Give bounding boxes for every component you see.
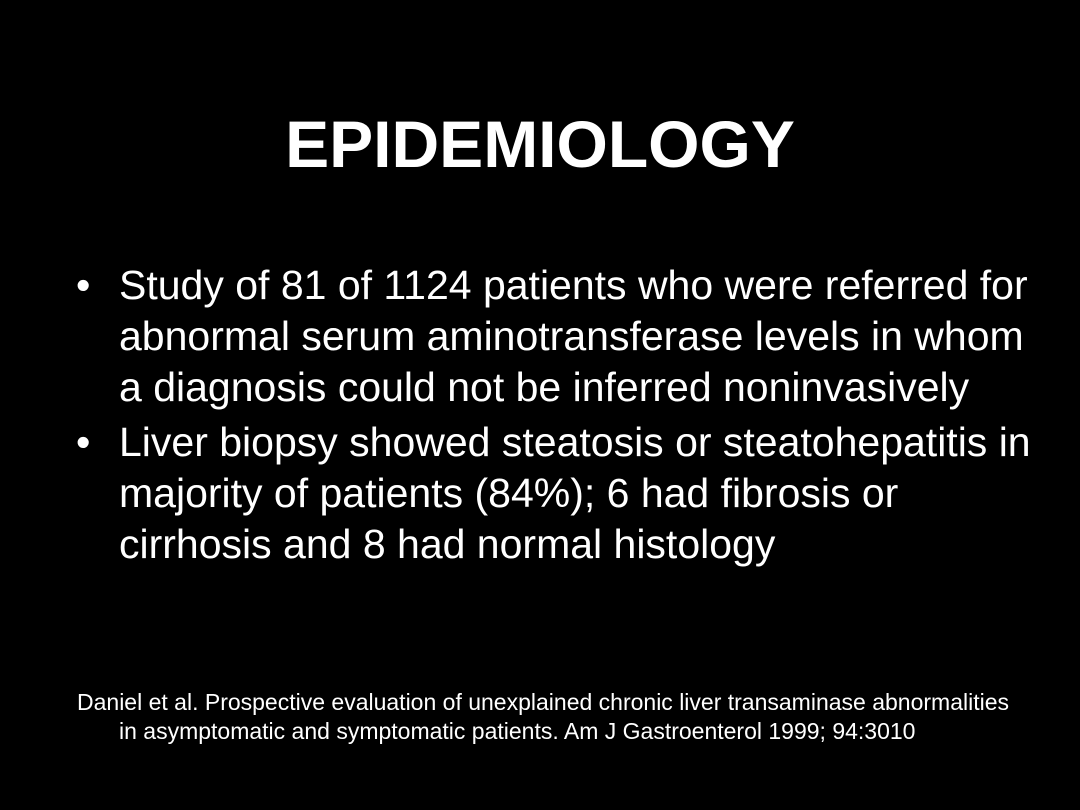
bullet-text: Study of 81 of 1124 patients who were referred for abnormal serum aminotransferase levels in whom a diagnosis could not be inferred noninvasively bbox=[119, 262, 1028, 410]
bullet-marker: • bbox=[76, 419, 91, 465]
bullet-text: Liver biopsy showed steatosis or steatohepatitis in majority of patients (84%); 6 had fibrosis or cirrhosis and 8 had normal histology bbox=[119, 419, 1031, 567]
bullet-item bbox=[76, 260, 1036, 413]
bullet-marker: • bbox=[76, 262, 91, 308]
bullet-list bbox=[76, 260, 1036, 574]
slide-title: EPIDEMIOLOGY bbox=[285, 107, 795, 181]
bullet-item bbox=[76, 417, 1036, 570]
citation: Daniel et al. Prospective evaluation of unexplained chronic liver transaminase abnormalities in asymptomatic and symptomatic patients. Am J Gastroenterol 1999; 94:3010 bbox=[77, 689, 1010, 744]
